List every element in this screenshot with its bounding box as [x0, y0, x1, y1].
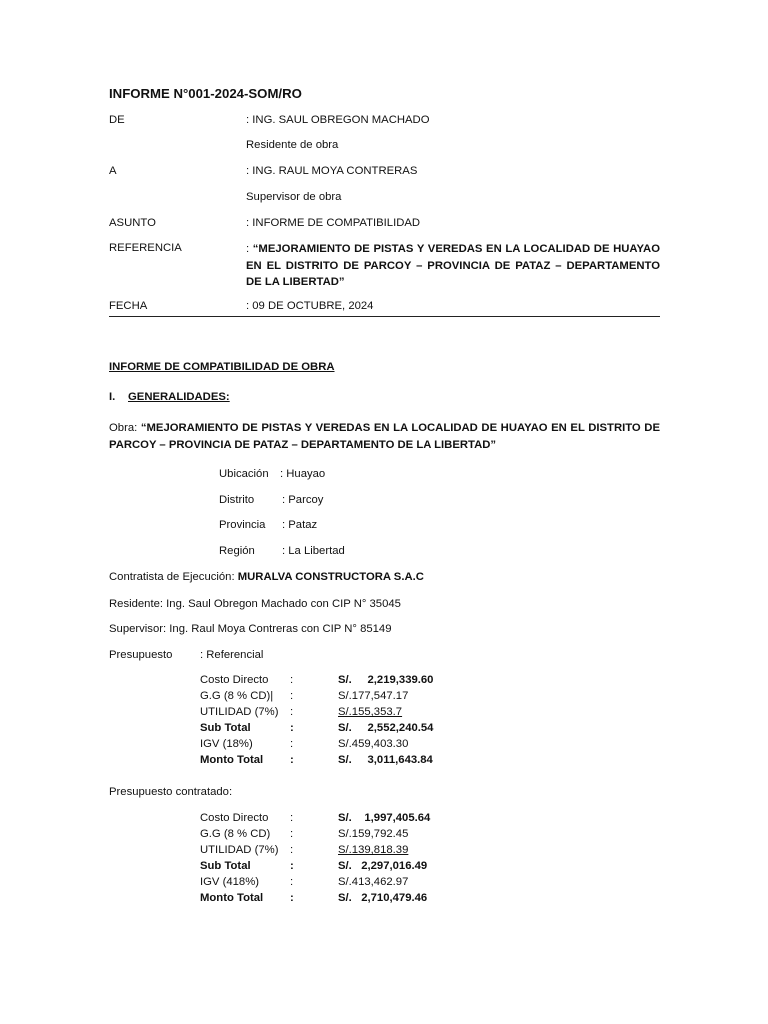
con-row-colon: : — [290, 812, 294, 824]
fecha-label: FECHA — [109, 300, 148, 312]
con-row-colon: : — [290, 828, 294, 840]
con-row-label: Sub Total — [200, 860, 251, 872]
con-row-colon: : — [290, 860, 294, 872]
obra-value: “MEJORAMIENTO DE PISTAS Y VEREDAS EN LA LOCALIDAD DE HUAYAO EN EL DISTRITO DE PARCOY – PROVINCIA DE PATAZ – DEPARTAMENTO DE LA LIBERTAD” — [109, 422, 660, 451]
ref-row-label: G.G (8 % CD)| — [200, 690, 274, 702]
contratista-line — [109, 571, 424, 583]
distrito-value: : Parcoy — [282, 494, 324, 506]
asunto-value: : INFORME DE COMPATIBILIDAD — [246, 217, 421, 229]
ref-row-label: Monto Total — [200, 754, 264, 766]
header-divider — [109, 316, 660, 317]
referencia-project-name: “MEJORAMIENTO DE PISTAS Y VEREDAS EN LA LOCALIDAD DE HUAYAO EN EL DISTRITO DE PARCOY – PROVINCIA DE PATAZ – DEPARTAMENTO DE LA LIBERTAD” — [246, 243, 661, 288]
contratista-value: MURALVA CONSTRUCTORA S.A.C — [237, 571, 424, 583]
referencia-label: REFERENCIA — [109, 242, 182, 254]
section-title: INFORME DE COMPATIBILIDAD DE OBRA — [109, 361, 335, 373]
ubicacion-label: Ubicación — [219, 468, 269, 480]
ref-row-amount: S/.155,353.7 — [338, 706, 403, 718]
con-row-label: Monto Total — [200, 892, 264, 904]
presupuesto-label: Presupuesto — [109, 649, 173, 661]
ref-row-label: UTILIDAD (7%) — [200, 706, 279, 718]
de-role: Residente de obra — [246, 139, 339, 151]
section-heading: GENERALIDADES: — [128, 391, 230, 403]
ref-row-colon: : — [290, 722, 294, 734]
con-row-colon: : — [290, 844, 294, 856]
asunto-label: ASUNTO — [109, 217, 156, 229]
ref-row-amount: S/. 2,552,240.54 — [338, 722, 434, 734]
a-label: A — [109, 165, 117, 177]
con-row-label: G.G (8 % CD) — [200, 828, 271, 840]
ref-row-amount: S/.177,547.17 — [338, 690, 409, 702]
a-role: Supervisor de obra — [246, 191, 342, 203]
provincia-label: Provincia — [219, 519, 266, 531]
contratista-label: Contratista de Ejecución: — [109, 571, 238, 583]
de-label: DE — [109, 114, 125, 126]
ref-row-colon: : — [290, 706, 294, 718]
region-label: Región — [219, 545, 255, 557]
con-row-amount: S/. 2,710,479.46 — [338, 892, 428, 904]
ref-row-label: Costo Directo — [200, 674, 269, 686]
de-value: : ING. SAUL OBREGON MACHADO — [246, 114, 430, 126]
con-row-amount: S/.139,818.39 — [338, 844, 409, 856]
ref-row-label: Sub Total — [200, 722, 251, 734]
ref-row-colon: : — [290, 674, 294, 686]
ref-row-label: IGV (18%) — [200, 738, 253, 750]
con-row-label: UTILIDAD (7%) — [200, 844, 279, 856]
fecha-value: : 09 DE OCTUBRE, 2024 — [246, 300, 374, 312]
distrito-label: Distrito — [219, 494, 255, 506]
provincia-value: : Pataz — [282, 519, 318, 531]
con-row-amount: S/.413,462.97 — [338, 876, 409, 888]
document-title: INFORME N°001-2024-SOM/RO — [109, 86, 302, 101]
ref-row-colon: : — [290, 754, 294, 766]
referencia-value — [246, 241, 660, 291]
con-row-label: Costo Directo — [200, 812, 269, 824]
obra-label: Obra: — [109, 422, 141, 434]
con-row-amount: S/. 1,997,405.64 — [338, 812, 431, 824]
con-row-label: IGV (418%) — [200, 876, 260, 888]
ref-row-amount: S/. 3,011,643.84 — [338, 754, 433, 766]
referencia-colon: : — [246, 243, 253, 255]
con-row-colon: : — [290, 876, 294, 888]
ref-row-amount: S/.459,403.30 — [338, 738, 409, 750]
ubicacion-value: : Huayao — [280, 468, 326, 480]
con-row-amount: S/. 2,297,016.49 — [338, 860, 428, 872]
con-row-amount: S/.159,792.45 — [338, 828, 409, 840]
section-number: I. — [109, 391, 116, 403]
residente-line: Residente: Ing. Saul Obregon Machado con CIP N° 35045 — [109, 598, 401, 610]
con-row-colon: : — [290, 892, 294, 904]
supervisor-line: Supervisor: Ing. Raul Moya Contreras con CIP N° 85149 — [109, 623, 392, 635]
presupuesto-contratado-label: Presupuesto contratado: — [109, 786, 233, 798]
ref-row-amount: S/. 2,219,339.60 — [338, 674, 434, 686]
ref-row-colon: : — [290, 738, 294, 750]
region-value: : La Libertad — [282, 545, 345, 557]
presupuesto-value: : Referencial — [200, 649, 264, 661]
a-value: : ING. RAUL MOYA CONTRERAS — [246, 165, 418, 177]
ref-row-colon: : — [290, 690, 294, 702]
obra-paragraph — [109, 420, 660, 453]
